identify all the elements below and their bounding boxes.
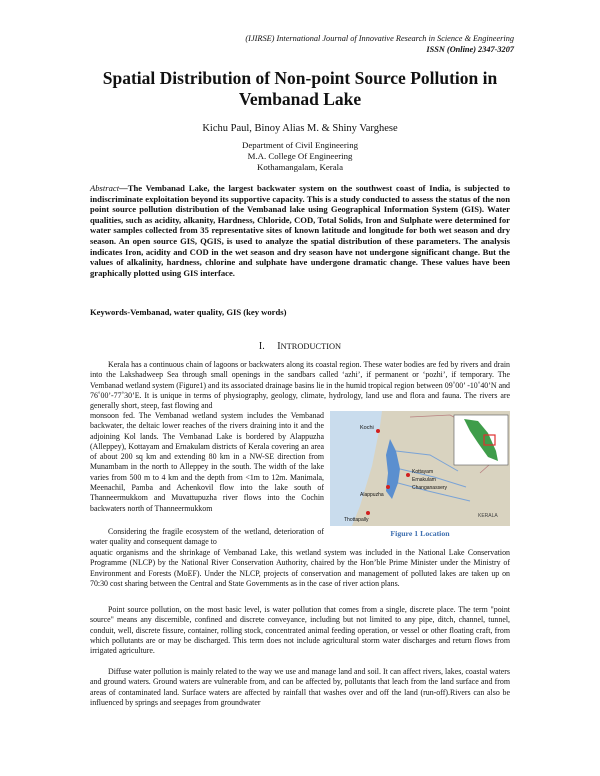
kottayam-label: Kottayam	[412, 469, 434, 475]
keywords: Keywords-Vembanad, water quality, GIS (key words)	[90, 307, 287, 317]
issn-header: ISSN (Online) 2347-3207	[426, 45, 514, 54]
section-number: I.	[258, 341, 265, 352]
ernakulam-label: Ernakulam	[412, 477, 436, 483]
section-heading	[0, 341, 600, 352]
affiliation-location: Kothamangalam, Kerala	[257, 162, 343, 172]
kerala-label: KERALA	[478, 513, 498, 519]
thottapally-marker	[366, 511, 370, 515]
authors: Kichu Paul, Binoy Alias M. & Shiny Varghese	[202, 123, 398, 134]
alappuzha-label: Alappuzha	[360, 492, 384, 498]
paragraph-ecosystem: aquatic organisms and the shrinkage of Vembanad Lake, this wetland system was included in the National Lake Conservation Programme (NLCP) by the National River Conservation Authority, chaired by the Hon’ble Prime Minister under the Ministry of Environment and Forests (MoEF). Under the NLCP, projects of conservation and management of polluted lakes are taken up on 70:30 cost sharing between the Central and State Governments as in the case of river action plans.	[90, 548, 510, 588]
figure-caption: Figure 1 Location	[390, 529, 450, 538]
thottapally-label: Thottapally	[344, 517, 369, 523]
kottayam-marker	[406, 473, 410, 477]
changanassery-label: Changanassery	[412, 485, 448, 491]
paragraph-wetland: monsoon fed. The Vembanad wetland system includes the Vembanad backwater, the deltaic lower reaches of the rivers draining into it and the adjoining Kol lands. The Vembanad Lake is bordered by Alappuzha (Alleppey), Kottayam and Ernakulam districts of Kerala covering an area of about 200 sq km and extending 80 km in a NW-SE direction from Munambam in the north to Alleppey in the south. The width of the lake varies from 500 m to 4 km and the depth from <1m to 12m. Manimala, Meenachil, Pamba and Achenkovil flow into the lake south of Thanneermukkom and Muvattupuzha river flows into the Cochin backwaters north of Thanneermukkom	[90, 411, 324, 513]
alappuzha-marker	[386, 485, 390, 489]
journal-header: (IJIRSE) International Journal of Innovative Research in Science & Engineering	[245, 34, 514, 43]
paragraph-intro: Kerala has a continuous chain of lagoons or backwaters along its coastal region. These water bodies are fed by rivers and drain into the Lakshadweep Sea through small openings in the sandbars called ‘azhi’, if permanent or ‘pozhi’, if temporary. The Vembanad wetland system (Figure1) and its associated drainage basins lie in the humid tropical region between 09˚00’ -10˚40’N and 76˚00’-77˚30’E. It is unique in terms of physiography, geology, climate, hydrology, land use and flora and fauna. The rivers are generally short, steep, fast flowing and	[90, 360, 510, 411]
kochi-marker	[376, 429, 380, 433]
abstract-text: —The Vembanad Lake, the largest backwater system on the southwest coast of India, is subjected to indiscriminate exploitation beyond its supportive capacity. This is a study conducted to assess the status of the non point source pollution distribution of the Vembanad lake using Geographical Information System (GIS). Water qualities, such as acidity, alkanity, Hardness, Chloride, COD, Total Solids, Iron and Sulphate were determined for water samples collected from 35 representative sites of known latitude and longitude for both wet season and dry season. An open source GIS, QGIS, is used to analyze the spatial distribution of these parameters. The analysis indicates Iron, acidity and COD in the wet season and dry season have not undergone significant change. But the values of alkalinity, hardness, chlorine and sulphate have undergone dramatic change. These values have been graphically plotted using GIS interface.	[90, 183, 510, 278]
section-title-initial: I	[277, 341, 281, 352]
paragraph-point-source: Point source pollution, on the most basic level, is water pollution that comes from a single, discrete place. The term "point source" means any discernible, confined and discrete conveyance, including but not limited to any pipe, ditch, channel, tunnel, conduit, well, discrete fissure, container, rolling stock, concentrated animal feeding operation, or vessel or other floating craft, from which pollutants are or may be discharged. This term does not include agricultural storm water discharges and return flows from irrigated agriculture.	[90, 605, 510, 656]
section-title-rest: NTRODUCTION	[280, 342, 342, 351]
kochi-label: Kochi	[360, 425, 374, 431]
location-map	[330, 411, 510, 526]
abstract-label: Abstract	[90, 183, 120, 193]
location-map-graphic	[330, 411, 510, 526]
paper-title: Spatial Distribution of Non-point Source Pollution in Vembanad Lake	[102, 68, 498, 109]
paragraph-diffuse: Diffuse water pollution is mainly related to the way we use and manage land and soil. It can affect rivers, lakes, coastal waters and ground waters. Ground waters are vulnerable from, and can be affected by, pollutants that leach from the land surface and from areas of contaminated land. Surface waters are affected by rainfall that washes over and off the land (run-off).Rivers can also be influenced by springs and seepages from groundwater	[90, 667, 510, 707]
abstract	[90, 183, 510, 278]
affiliation-college: M.A. College Of Engineering	[247, 151, 353, 161]
paragraph-ecosystem-start: Considering the fragile ecosystem of the wetland, deterioration of water quality and consequent damage to	[90, 527, 324, 547]
affiliation-department: Department of Civil Engineering	[241, 140, 359, 150]
